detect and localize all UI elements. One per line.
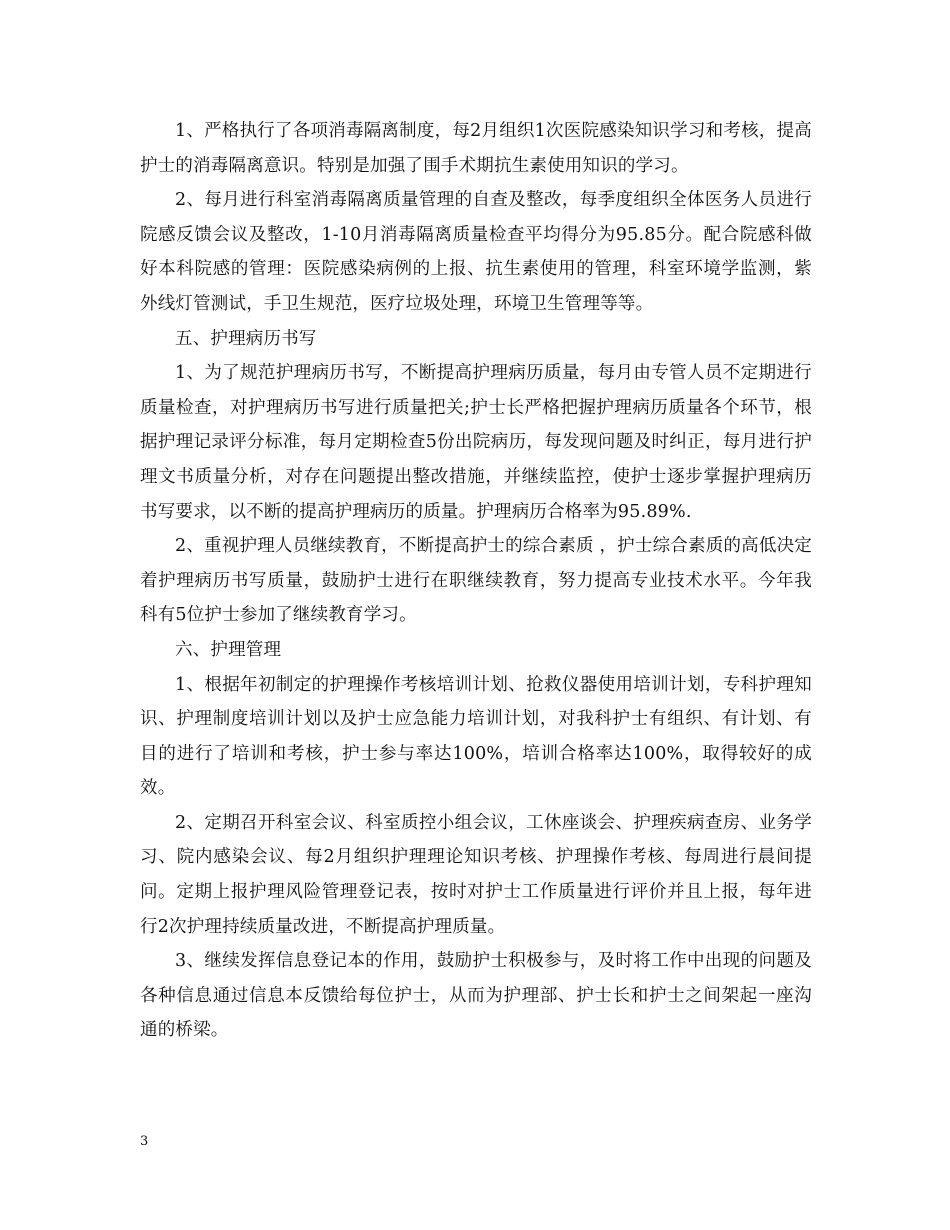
paragraph-disinfection-2: 2、每月进行科室消毒隔离质量管理的自查及整改，每季度组织全体医务人员进行院感反馈会议及整改，1-10月消毒隔离质量检查平均得分为95.85分。配合院感科做好本科院感的管理：医院感染病例的上报、抗生素使用的管理，科室环境学监测，紫外线灯管测试，手卫生规范，医疗垃圾处理，环境卫生管理等等。 xyxy=(140,190,812,314)
paragraph-management-3: 3、继续发挥信息登记本的作用，鼓励护士积极参与，及时将工作中出现的问题及各种信息通过信息本反馈给每位护士，从而为护理部、护士长和护士之间架起一座沟通的桥梁。 xyxy=(140,951,812,1041)
paragraph-disinfection-1: 1、严格执行了各项消毒隔离制度，每2月组织1次医院感染知识学习和考核，提高护士的消毒隔离意识。特别是加强了围手术期抗生素使用知识的学习。 xyxy=(140,121,812,176)
section-heading-nursing-management: 六、护理管理 xyxy=(175,639,282,660)
section-heading-nursing-records: 五、护理病历书写 xyxy=(175,328,317,349)
paragraph-management-2: 2、定期召开科室会议、科室质控小组会议，工休座谈会、护理疾病查房、业务学习、院内感染会议、每2月组织护理理论知识考核、护理操作考核、每周进行晨间提问。定期上报护理风险管理登记表，按时对护士工作质量进行评价并且上报，每年进行2次护理持续质量改进，不断提高护理质量。 xyxy=(140,812,812,937)
document-body xyxy=(140,114,812,1048)
page-number: 3 xyxy=(140,1134,149,1149)
paragraph-management-1: 1、根据年初制定的护理操作考核培训计划、抢救仪器使用培训计划，专科护理知识、护理制度培训计划以及护士应急能力培训计划，对我科护士有组织、有计划、有目的进行了培训和考核，护士参与率达100%，培训合格率达100%，取得较好的成效。 xyxy=(140,674,812,799)
paragraph-records-1: 1、为了规范护理病历书写，不断提高护理病历质量，每月由专管人员不定期进行质量检查，对护理病历书写进行质量把关;护士长严格把握护理病历质量各个环节，根据护理记录评分标准，每月定期检查5份出院病历，每发现问题及时纠正，每月进行护理文书质量分析，对存在问题提出整改措施，并继续监控，使护士逐步掌握护理病历书写要求，以不断的提高护理病历的质量。护理病历合格率为95.89%. xyxy=(140,363,812,522)
paragraph-records-2: 2、重视护理人员继续教育，不断提高护士的综合素质 ，护士综合素质的高低决定着护理病历书写质量，鼓励护士进行在职继续教育，努力提高专业技术水平。今年我科有5位护士参加了继续教育学习。 xyxy=(140,536,812,626)
